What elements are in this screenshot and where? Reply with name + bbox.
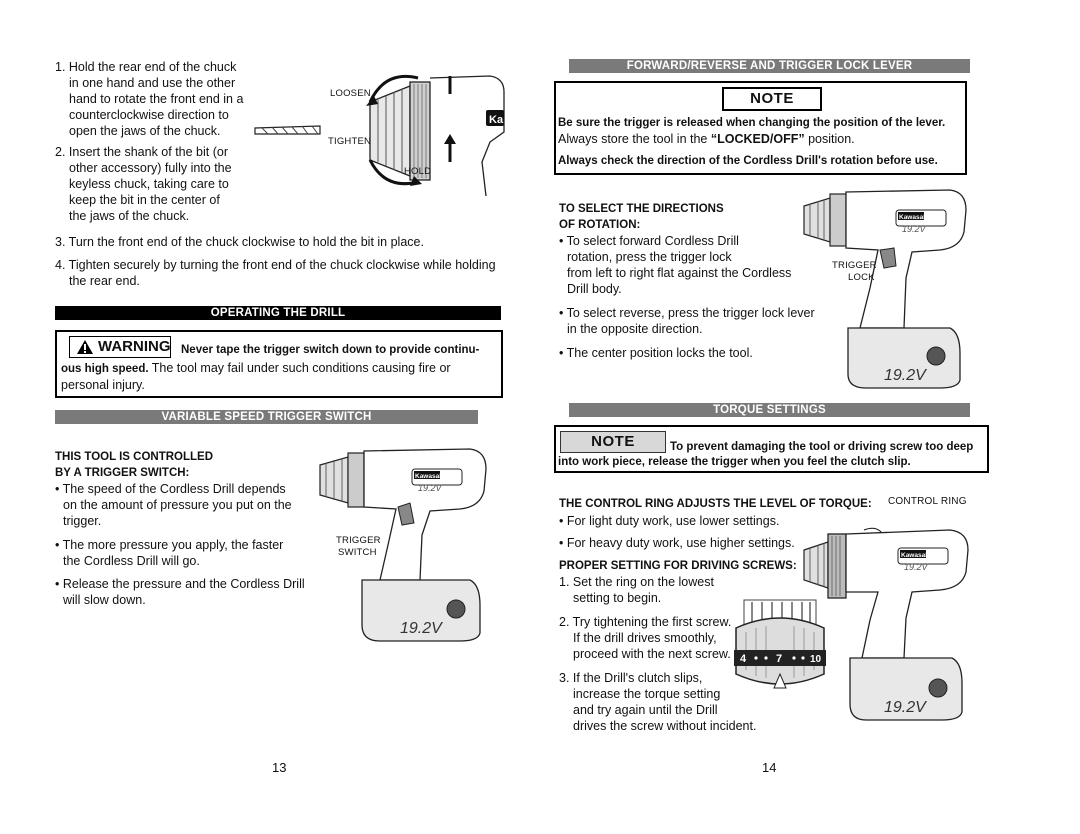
trigger-switch-figure — [310, 445, 490, 645]
svg-text:19.2V: 19.2V — [884, 367, 926, 384]
control-bullet-2: • For heavy duty work, use higher settings. — [559, 536, 795, 550]
speed-bullet-2: • The more pressure you apply, the faster the Cordless Drill will go. — [55, 538, 284, 568]
svg-text:4: 4 — [740, 653, 747, 665]
speed-bullet-1: • The speed of the Cordless Drill depends on the amount of pressure you put on the trigger. — [55, 482, 292, 528]
step-2: 2. Insert the shank of the bit (or other accessory) fully into the keyless chuck, taking care to keep the bit in the center of the jaws of the chuck. — [55, 145, 232, 223]
chuck-illustration — [250, 72, 505, 196]
loosen-label: LOOSEN — [330, 88, 371, 99]
warning-bold-line: Never tape the trigger switch down to provide continu- — [181, 344, 480, 356]
hold-label: HOLD — [404, 166, 432, 177]
chuck-figure — [250, 72, 505, 196]
step-4: 4. Tighten securely by turning the front end of the chuck clockwise while holding the rear end. — [55, 258, 496, 288]
note-box-1 — [554, 81, 967, 175]
operating-header: OPERATING THE DRILL — [55, 306, 501, 320]
step-1: 1. Hold the rear end of the chuck in one hand and use the other hand to rotate the front end in a counterclockwise direction to open the jaws of the chuck. — [55, 60, 244, 138]
svg-text:Kawasaki: Kawasaki — [899, 214, 929, 221]
note-badge-1: NOTE — [722, 87, 822, 111]
svg-text:19.2V: 19.2V — [904, 562, 928, 572]
svg-text:Kawasaki: Kawasaki — [415, 473, 445, 480]
select-bullet-1: • To select forward Cordless Drill rotation, press the trigger lock from left to right flat against the Cordless Drill body. — [559, 234, 792, 296]
proper-step-3: 3. If the Drill's clutch slips, increase the torque setting and try again until the Drill drives the screw without incident. — [559, 671, 757, 733]
proper-step-2: 2. Try tightening the first screw. If the drill drives smoothly, proceed with the next screw. — [559, 615, 732, 661]
switch-label: SWITCH — [338, 547, 377, 558]
controlled-title: THIS TOOL IS CONTROLLED BY A TRIGGER SWITCH: — [55, 451, 214, 479]
drill-illustration-2 — [790, 188, 970, 393]
tighten-label: TIGHTEN — [328, 136, 372, 147]
note2-line-2: into work piece, release the trigger when you feel the clutch slip. — [558, 456, 911, 468]
control-ring-drill-figure — [800, 508, 972, 728]
note2-line-1: To prevent damaging the tool or driving screw too deep — [670, 441, 974, 453]
note-box-2 — [554, 425, 989, 473]
page-number-left: 13 — [272, 760, 287, 775]
trigger-lock-label-2: LOCK — [848, 272, 875, 283]
select-directions-title: TO SELECT THE DIRECTIONS OF ROTATION: — [559, 203, 724, 231]
warning-box — [55, 330, 503, 398]
step-3: 3. Turn the front end of the chuck clockwise to hold the bit in place. — [55, 235, 424, 249]
svg-text:Kawasaki: Kawasaki — [901, 552, 931, 559]
warning-triangle-icon — [76, 339, 94, 355]
proper-step-1: 1. Set the ring on the lowest setting to begin. — [559, 575, 714, 605]
drill-illustration-3 — [800, 508, 972, 728]
svg-text:10: 10 — [810, 654, 822, 665]
warning-body: ous high speed. The tool may fail under such conditions causing fire or personal injury. — [61, 361, 451, 392]
trigger-lock-figure — [790, 188, 970, 393]
control-bullet-1: • For light duty work, use lower settings. — [559, 514, 780, 528]
note-badge-2: NOTE — [560, 431, 666, 453]
proper-setting-title: PROPER SETTING FOR DRIVING SCREWS: — [559, 560, 797, 572]
note-line-3: Always check the direction of the Cordless Drill's rotation before use. — [558, 155, 938, 167]
torque-settings-header: TORQUE SETTINGS — [569, 403, 970, 417]
variable-speed-header: VARIABLE SPEED TRIGGER SWITCH — [55, 410, 478, 424]
svg-text:Ka: Ka — [489, 114, 504, 126]
note-line-2: Always store the tool in the “LOCKED/OFF” position. — [558, 132, 855, 146]
svg-text:19.2V: 19.2V — [902, 224, 926, 234]
select-bullet-3: • The center position locks the tool. — [559, 346, 753, 360]
speed-bullet-3: • Release the pressure and the Cordless Drill will slow down. — [55, 577, 305, 607]
page-number-right: 14 — [762, 760, 777, 775]
note-line-1: Be sure the trigger is released when changing the position of the lever. — [558, 117, 946, 129]
svg-text:19.2V: 19.2V — [400, 620, 442, 637]
control-ring-label: CONTROL RING — [888, 496, 967, 507]
select-bullet-2: • To select reverse, press the trigger lock lever in the opposite direction. — [559, 306, 815, 336]
trigger-lock-label-1: TRIGGER — [832, 260, 877, 271]
svg-text:19.2V: 19.2V — [418, 483, 442, 493]
trigger-label: TRIGGER — [336, 535, 381, 546]
svg-text:7: 7 — [776, 653, 783, 665]
warning-badge: WARNING — [69, 336, 171, 358]
forward-reverse-header: FORWARD/REVERSE AND TRIGGER LOCK LEVER — [569, 59, 970, 73]
control-ring-title: THE CONTROL RING ADJUSTS THE LEVEL OF TORQUE: — [559, 498, 872, 510]
svg-text:19.2V: 19.2V — [884, 699, 926, 716]
